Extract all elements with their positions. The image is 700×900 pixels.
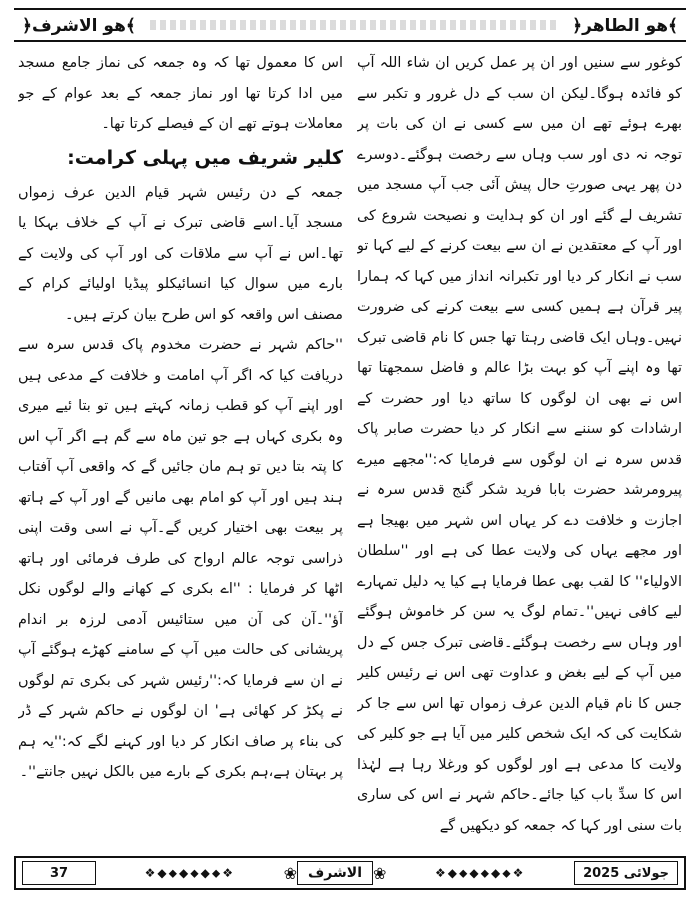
right-column	[357, 48, 682, 844]
left-column-intro: اس کا معمول تھا کہ وہ جمعہ کی نماز جامع مسجد میں ادا کرتا تھا اور نماز جمعہ کے بعد عوام کے جو معاملات ہوتے تھے ان کے فیصلے کرتا تھا۔	[18, 55, 343, 132]
footer-ornament-right: ❖◆⬥◆⬥◆⬥❖	[435, 865, 526, 880]
left-column-paragraph-1: جمعہ کے دن رئیس شہر قیام الدین عرف زمواں مسجد آیا۔اسے قاضی تبرک نے آپ کے خلاف بہکا یا تھا۔اس نے آپ سے ملاقات کی اور آپ کی ولایت کے بارے میں سوال کیا انسائیکلو پیڈیا اولیائے کرام کے مصنف اس واقعہ کو اس طرح بیان کرتے ہیں۔	[18, 184, 343, 323]
flower-icon: ❀	[373, 863, 387, 883]
right-column-text: کوغور سے سنیں اور ان پر عمل کریں ان شاء اللہ آپ کو فائدہ ہوگا۔لیکن ان سب کے دل غرور و تکبر سے بھرے ہوئے تھے ان میں سے کسی نے ان کی بات پر توجہ نہ دی اور سب وہاں سے رخصت ہوگئے۔دوسرے دن پھر یہی صورتِ حال پیش آئی جب آپ مسجد میں تشریف لے گئے اور ان کو ہدایت و نصیحت شروع کی اور آپ کے معتقدین نے ان سے بیعت کرنے کے لیے کہا تو سب نے انکار کر دیا اور تکبرانہ انداز میں کہا کہ ہمارا پیر قرآن ہے ہمیں کسی سے بیعت کرنے کی ضرورت نہیں۔وہاں ایک قاضی رہتا تھا جس کا نام قاضی تبرک تھا وہ اپنے آپ کو بہت بڑا عالم و فاضل سمجھتا تھا اس نے بھی ان لوگوں کا ساتھ دیا اور حضرت کے ارشادات کو سننے سے انکار کر دیا حضرت صابر پاک قدس سرہ نے ان لوگوں سے فرمایا کہ:''مجھے میرے پیرومرشد حضرت بابا فرید شکر گنج قدس سرہ نے اجازت و خلافت دے کر یہاں اس شہر میں بھیجا ہے اور مجھے یہاں کی ولایت عطا کی ہے اور ''سلطان الاولیاء'' کا لقب بھی عطا فرمایا ہے کیا یہ دلیل تمہارے لیے کافی نہیں''۔تمام لوگ یہ سن کر خاموش ہوگئے اور وہاں سے رخصت ہوگئے۔قاضی تبرک جس کے دل میں آپ کے لیے بغض و عداوت تھی اس نے رئیس کلیر جس کا نام قیام الدین عرف زمواں تھا اس سے جا کر شکایت کی کہ ایک شخص کلیر میں آیا ہے جو کلیر کی ولایت کا مدعی ہے اور لوگوں کو ورغلا رہا ہے لہٰذا اس کا سدِّ باب کیا جائے۔حاکم شہر نے اس کی ساری بات سنی اور کہا کہ جمعہ کو دیکھیں گے	[357, 55, 682, 834]
section-heading: کلیر شریف میں پہلی کرامت:	[67, 146, 343, 169]
left-column-paragraph-2: ''حاکم شہر نے حضرت مخدوم پاک قدس سرہ سے دریافت کیا کہ اگر آپ امامت و خلافت کے مدعی ہیں اور اپنے آپ کو قطب زمانہ کہتے ہیں تو بتا ئیے میری وہ بکری کہاں ہے جو تین ماہ سے گم ہے اگر آپ اس کا پتہ بتا دیں تو ہم مان جائیں گے کہ واقعی آپ آفتاب ہند ہیں اور آپ کو امام بھی مانیں گے اور آپ کے ہاتھ پر بیعت بھی اختیار کریں گے۔آپ نے اسی وقت اپنی ذراسی توجہ عالم ارواح کی طرف فرمائی اور ہاتھ اٹھا کر فرمایا : ''اے بکری کے کھانے والے لوگوں نکل آؤ''۔آن کی آن میں ستائیس آدمی لرزہ بر اندام پریشانی کی حالت میں آپ کے سامنے کھڑے ہوگئے آپ نے ان سے فرمایا کہ:''رئیس شہر کی بکری تم لوگوں نے پکڑ کر کھائی ہے' ان لوگوں نے حاکم شہر کے ڈر کی بناء پر صاف انکار کر دیا اور کہنے لگے کہ:''یہ ہم پر بہتان ہے،ہم بکری کے بارے میں بالکل نہیں جانتے''۔	[18, 337, 343, 780]
page-number: 37	[49, 865, 69, 881]
header-left-title: ﴿ھو الاشرف﴾	[22, 15, 136, 36]
header-rule-ornament	[150, 20, 558, 30]
running-header	[14, 8, 686, 42]
page-footer	[14, 856, 686, 890]
page-number-box	[22, 861, 96, 885]
magazine-name: الاشرف	[308, 865, 363, 881]
footer-ornament-left: ❖◆⬥◆⬥◆⬥❖	[144, 865, 236, 880]
left-column	[18, 48, 343, 844]
issue-date: جولائی 2025	[583, 865, 670, 881]
issue-date-box	[574, 861, 678, 885]
magazine-name-box	[297, 861, 373, 885]
header-right-title: ﴿ھو الطاھر﴾	[572, 15, 678, 36]
flower-icon: ❀	[283, 863, 298, 883]
article-body	[18, 48, 682, 844]
